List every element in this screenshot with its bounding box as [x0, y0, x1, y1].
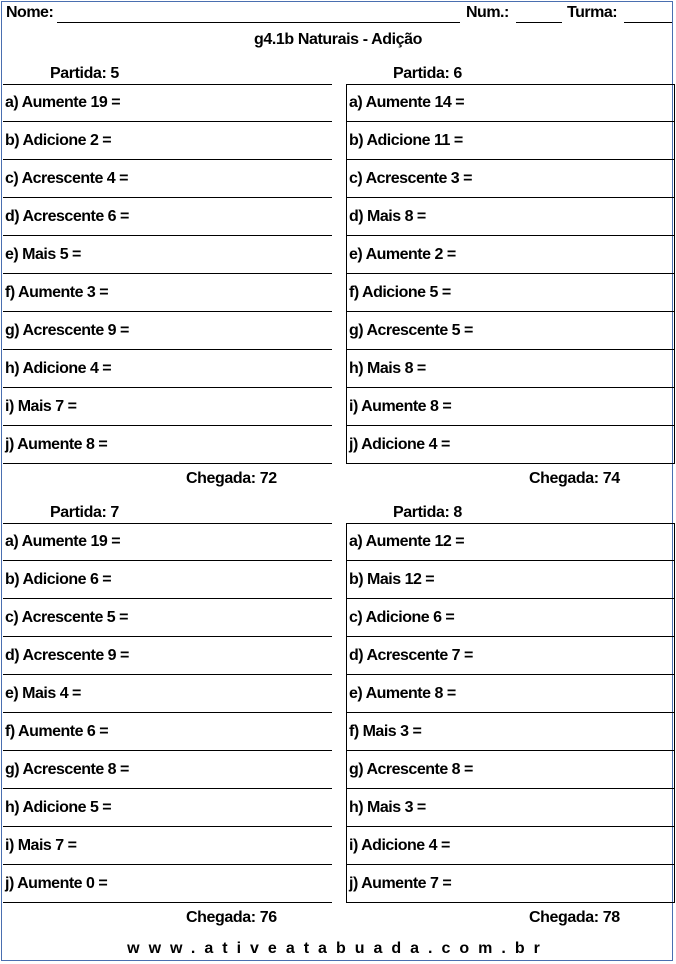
exercise-row[interactable]: f) Aumente 3 =: [3, 274, 332, 312]
finish-value: Chegada: 72: [186, 470, 277, 487]
exercise-list: [346, 523, 675, 903]
exercise-row[interactable]: j) Aumente 0 =: [3, 865, 332, 903]
start-value: Partida: 5: [50, 65, 119, 82]
exercise-row[interactable]: i) Mais 7 =: [3, 388, 332, 426]
exercise-row[interactable]: d) Acrescente 7 =: [347, 637, 674, 675]
exercise-row[interactable]: g) Acrescente 8 =: [3, 751, 332, 789]
exercise-row[interactable]: c) Acrescente 3 =: [347, 160, 674, 198]
exercise-row[interactable]: a) Aumente 12 =: [347, 523, 674, 561]
exercise-row[interactable]: a) Aumente 14 =: [347, 84, 674, 122]
worksheet-title: g4.1b Naturais - Adição: [253, 31, 423, 48]
exercise-row[interactable]: j) Aumente 7 =: [347, 865, 674, 903]
number-field-line[interactable]: [516, 22, 562, 23]
exercise-row[interactable]: a) Aumente 19 =: [3, 84, 332, 122]
exercise-row[interactable]: c) Adicione 6 =: [347, 599, 674, 637]
finish-value: Chegada: 76: [186, 909, 277, 926]
exercise-row[interactable]: g) Acrescente 5 =: [347, 312, 674, 350]
exercise-row[interactable]: d) Acrescente 9 =: [3, 637, 332, 675]
exercise-row[interactable]: e) Aumente 2 =: [347, 236, 674, 274]
exercise-row[interactable]: g) Acrescente 9 =: [3, 312, 332, 350]
number-label: Num.:: [466, 4, 509, 21]
exercise-row[interactable]: e) Mais 5 =: [3, 236, 332, 274]
exercise-row[interactable]: b) Adicione 6 =: [3, 561, 332, 599]
exercise-row[interactable]: b) Adicione 2 =: [3, 122, 332, 160]
start-value: Partida: 6: [393, 65, 462, 82]
website-footer: www.ativeatabuada.com.br: [127, 940, 549, 957]
class-field-line[interactable]: [624, 22, 672, 23]
name-field-line[interactable]: [57, 22, 460, 23]
exercise-list: [346, 84, 675, 464]
exercise-row[interactable]: j) Adicione 4 =: [347, 426, 674, 464]
exercise-row[interactable]: h) Adicione 4 =: [3, 350, 332, 388]
start-value: Partida: 8: [393, 504, 462, 521]
exercise-row[interactable]: d) Acrescente 6 =: [3, 198, 332, 236]
exercise-row[interactable]: h) Adicione 5 =: [3, 789, 332, 827]
exercise-list: [3, 523, 332, 903]
exercise-row[interactable]: b) Adicione 11 =: [347, 122, 674, 160]
exercise-row[interactable]: c) Acrescente 4 =: [3, 160, 332, 198]
exercise-row[interactable]: f) Mais 3 =: [347, 713, 674, 751]
exercise-row[interactable]: e) Mais 4 =: [3, 675, 332, 713]
exercise-row[interactable]: e) Aumente 8 =: [347, 675, 674, 713]
finish-value: Chegada: 74: [529, 470, 620, 487]
exercise-row[interactable]: a) Aumente 19 =: [3, 523, 332, 561]
exercise-row[interactable]: g) Acrescente 8 =: [347, 751, 674, 789]
exercise-row[interactable]: b) Mais 12 =: [347, 561, 674, 599]
exercise-list: [3, 84, 332, 464]
exercise-row[interactable]: i) Adicione 4 =: [347, 827, 674, 865]
exercise-row[interactable]: c) Acrescente 5 =: [3, 599, 332, 637]
exercise-row[interactable]: i) Mais 7 =: [3, 827, 332, 865]
start-value: Partida: 7: [50, 504, 119, 521]
exercise-row[interactable]: j) Aumente 8 =: [3, 426, 332, 464]
exercise-row[interactable]: f) Aumente 6 =: [3, 713, 332, 751]
exercise-row[interactable]: f) Adicione 5 =: [347, 274, 674, 312]
name-label: Nome:: [6, 4, 54, 21]
finish-value: Chegada: 78: [529, 909, 620, 926]
exercise-row[interactable]: i) Aumente 8 =: [347, 388, 674, 426]
class-label: Turma:: [567, 4, 618, 21]
exercise-row[interactable]: h) Mais 8 =: [347, 350, 674, 388]
exercise-row[interactable]: d) Mais 8 =: [347, 198, 674, 236]
exercise-row[interactable]: h) Mais 3 =: [347, 789, 674, 827]
